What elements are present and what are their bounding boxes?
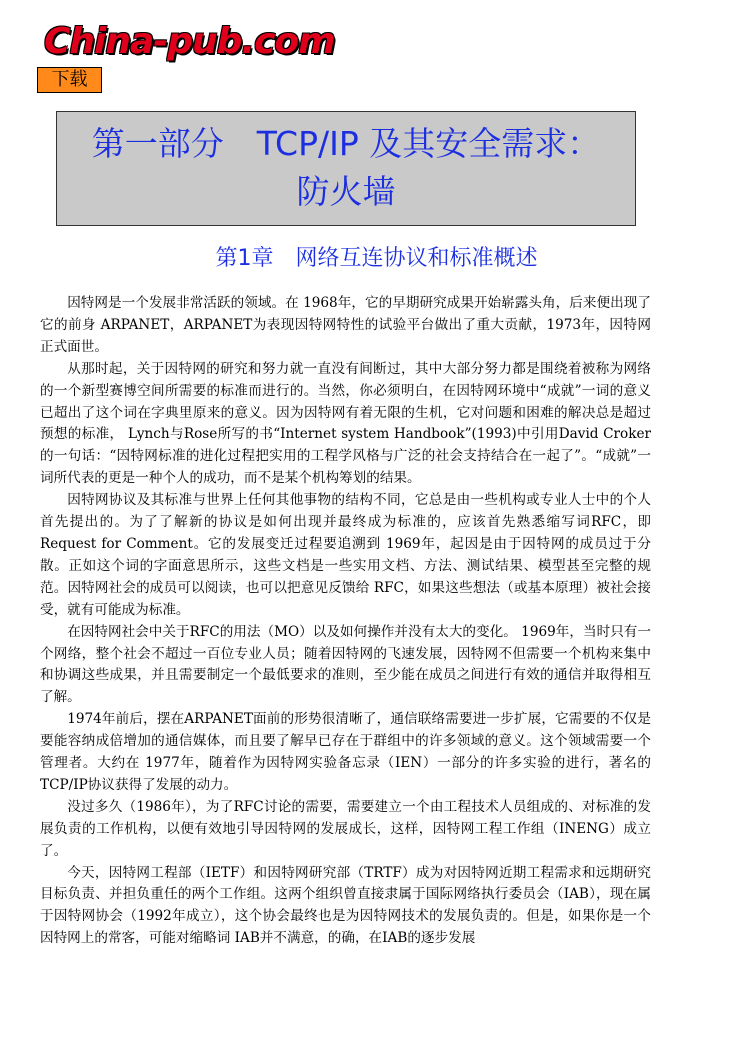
download-button[interactable]: 下载 — [37, 67, 102, 93]
paragraph: 从那时起，关于因特网的研究和努力就一直没有间断过，其中大部分努力都是围绕着被称为网络的一个新型赛博空间所需要的标准而进行的。当然，你必须明白，在因特网环境中“成就”一词的意义已超出了这个词在字典里原来的意义。因为因特网有着无限的生机，它对问题和困难的解决总是超过预想的标准， Lynch与Rose所写的书“Internet system Handbook”(1993)中引用David Croker的一句话：“因特网标准的进化过程把实用的工程学风格与广泛的社会支持结合在一起了”。“成就”一词所代表的更是一种个人的成功，而不是某个机构筹划的结果。 — [40, 360, 651, 487]
body-text — [40, 293, 651, 950]
paragraph: 今天，因特网工程部（IETF）和因特网研究部（TRTF）成为对因特网近期工程需求和远期研究目标负责、并担负重任的两个工作组。这两个组织曾直接隶属于国际网络执行委员会（IAB），现在属于因特网协会（1992年成立），这个协会最终也是为因特网技术的发展负责的。但是，如果你是一个因特网上的常客，可能对缩略词 IAB并不满意，的确，在IAB的逐步发展 — [40, 864, 651, 947]
chapter-title: 第1章 网络互连协议和标准概述 — [215, 246, 538, 271]
part-title-line1: 第一部分 TCP/IP 及其安全需求： — [91, 124, 601, 163]
part-title-box — [56, 111, 636, 226]
paragraph: 没过多久（1986年），为了RFC讨论的需要，需要建立一个由工程技术人员组成的、对标准的发展负责的工作机构，以便有效地引导因特网的发展成长，这样，因特网工程工作组（INENG）成立了。 — [40, 798, 651, 859]
paragraph: 因特网协议及其标准与世界上任何其他事物的结构不同，它总是由一些机构或专业人士中的个人首先提出的。为了了解新的协议是如何出现并最终成为标准的，应该首先熟悉缩写词RFC，即Request for Comment。它的发展变迁过程要追溯到 1969年，起因是由于因特网的成员过于分散。正如这个词的字面意思所示，这些文档是一些实用文档、方法、测试结果、模型甚至完整的规范。因特网社会的成员可以阅读，也可以把意见反馈给 RFC，如果这些想法（或基本原理）被社会接受，就有可能成为标准。 — [40, 492, 651, 618]
china-pub-logo[interactable]: China-pub.com — [44, 21, 335, 62]
paragraph: 因特网是一个发展非常活跃的领域。在 1968年，它的早期研究成果开始崭露头角，后来便出现了它的前身 ARPANET，ARPANET为表现因特网特性的试验平台做出了重大贡献，1973年，因特网正式面世。 — [40, 295, 651, 355]
paragraph: 在因特网社会中关于RFC的用法（MO）以及如何操作并没有太大的变化。 1969年，当时只有一个网络，整个社会不超过一百位专业人员；随着因特网的飞速发展，因特网不但需要一个机构来集中和协调这些成果，并且需要制定一个最低要求的准则，至少能在成员之间进行有效的通信并取得相互了解。 — [40, 623, 651, 706]
part-title-line2: 防火墙 — [296, 172, 396, 211]
paragraph: 1974年前后，摆在ARPANET面前的形势很清晰了，通信联络需要进一步扩展，它需要的不仅是要能容纳成倍增加的通信媒体，而且要了解早已存在于群组中的许多领域的意义。这个领域需要一个管理者。大约在 1977年，随着作为因特网实验备忘录（IEN）一部分的许多实验的进行，著名的TCP/IP协议获得了发展的动力。 — [40, 711, 651, 793]
